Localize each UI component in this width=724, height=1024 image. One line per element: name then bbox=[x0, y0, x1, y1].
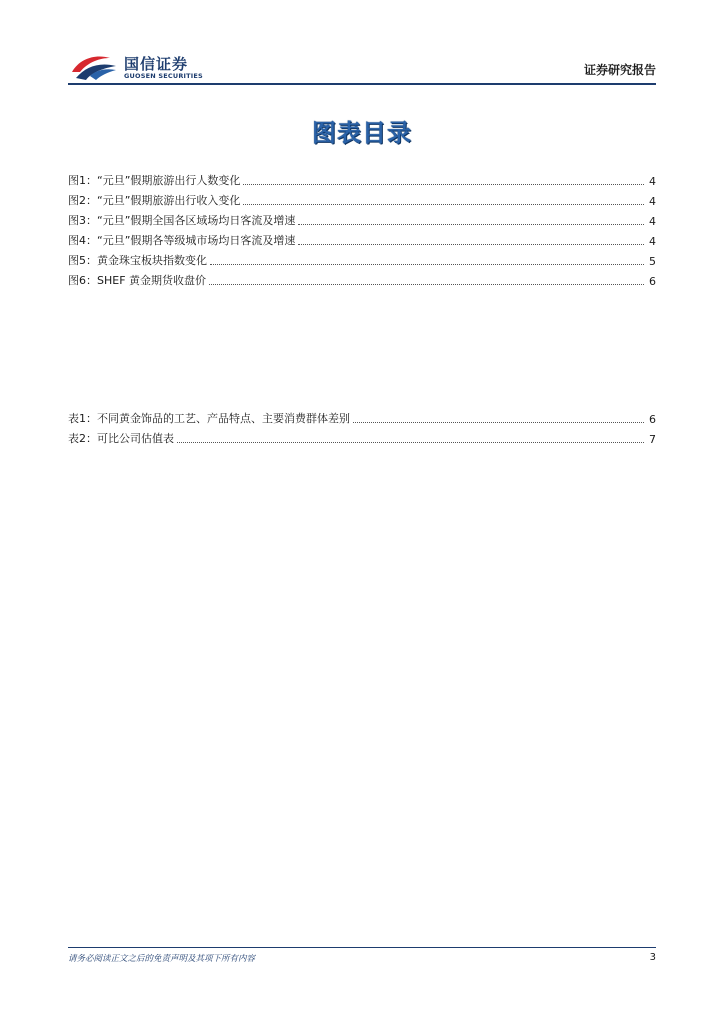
dot-leader bbox=[298, 224, 644, 225]
dot-leader bbox=[210, 264, 644, 265]
dot-leader bbox=[209, 284, 644, 285]
guosen-emblem-icon bbox=[70, 52, 120, 82]
toc-entry[interactable] bbox=[68, 406, 656, 426]
dot-leader bbox=[353, 422, 644, 423]
page-number: 3 bbox=[649, 952, 656, 963]
toc-entry-page: 4 bbox=[649, 215, 656, 228]
toc-entry[interactable] bbox=[68, 228, 656, 248]
toc-entry-page: 7 bbox=[649, 433, 656, 446]
toc-entry-page: 6 bbox=[649, 275, 656, 288]
toc-entry[interactable] bbox=[68, 208, 656, 228]
dot-leader bbox=[243, 184, 644, 185]
toc-entry-label: 图1：“元旦”假期旅游出行人数变化 bbox=[68, 174, 241, 187]
dot-leader bbox=[243, 204, 644, 205]
toc-entry-page: 4 bbox=[649, 235, 656, 248]
page-header bbox=[68, 50, 656, 84]
report-type-label: 证券研究报告 bbox=[583, 63, 656, 77]
logo-chinese-name: 国信证券 bbox=[124, 55, 189, 73]
toc-entry-label: 表2：可比公司估值表 bbox=[68, 432, 174, 445]
footer-disclaimer: 请务必阅读正文之后的免责声明及其项下所有内容 bbox=[68, 954, 256, 964]
toc-entry[interactable] bbox=[68, 168, 656, 188]
dot-leader bbox=[298, 244, 644, 245]
header-divider bbox=[68, 83, 656, 85]
toc-entry-page: 6 bbox=[649, 413, 656, 426]
toc-entry-page: 4 bbox=[649, 195, 656, 208]
figure-list bbox=[68, 168, 656, 288]
toc-entry-page: 4 bbox=[649, 175, 656, 188]
toc-entry-label: 图5：黄金珠宝板块指数变化 bbox=[68, 254, 207, 267]
toc-entry-label: 图6：SHEF 黄金期货收盘价 bbox=[68, 274, 207, 287]
footer-divider bbox=[68, 947, 656, 948]
toc-entry-label: 图2：“元旦”假期旅游出行收入变化 bbox=[68, 194, 241, 207]
toc-entry[interactable] bbox=[68, 248, 656, 268]
toc-entry[interactable] bbox=[68, 188, 656, 208]
page-title: 图表目录 bbox=[312, 119, 412, 147]
logo-english-name: GUOSEN SECURITIES bbox=[124, 72, 203, 80]
dot-leader bbox=[177, 442, 644, 443]
toc-entry-page: 5 bbox=[649, 255, 656, 268]
toc-entry-label: 图4：“元旦”假期各等级城市场均日客流及增速 bbox=[68, 234, 296, 247]
toc-entry[interactable] bbox=[68, 268, 656, 288]
toc-entry-label: 表1：不同黄金饰品的工艺、产品特点、主要消费群体差别 bbox=[68, 412, 350, 425]
guosen-logo bbox=[68, 50, 208, 84]
toc-entry[interactable] bbox=[68, 426, 656, 446]
table-list bbox=[68, 406, 656, 446]
toc-entry-label: 图3：“元旦”假期全国各区域场均日客流及增速 bbox=[68, 214, 296, 227]
